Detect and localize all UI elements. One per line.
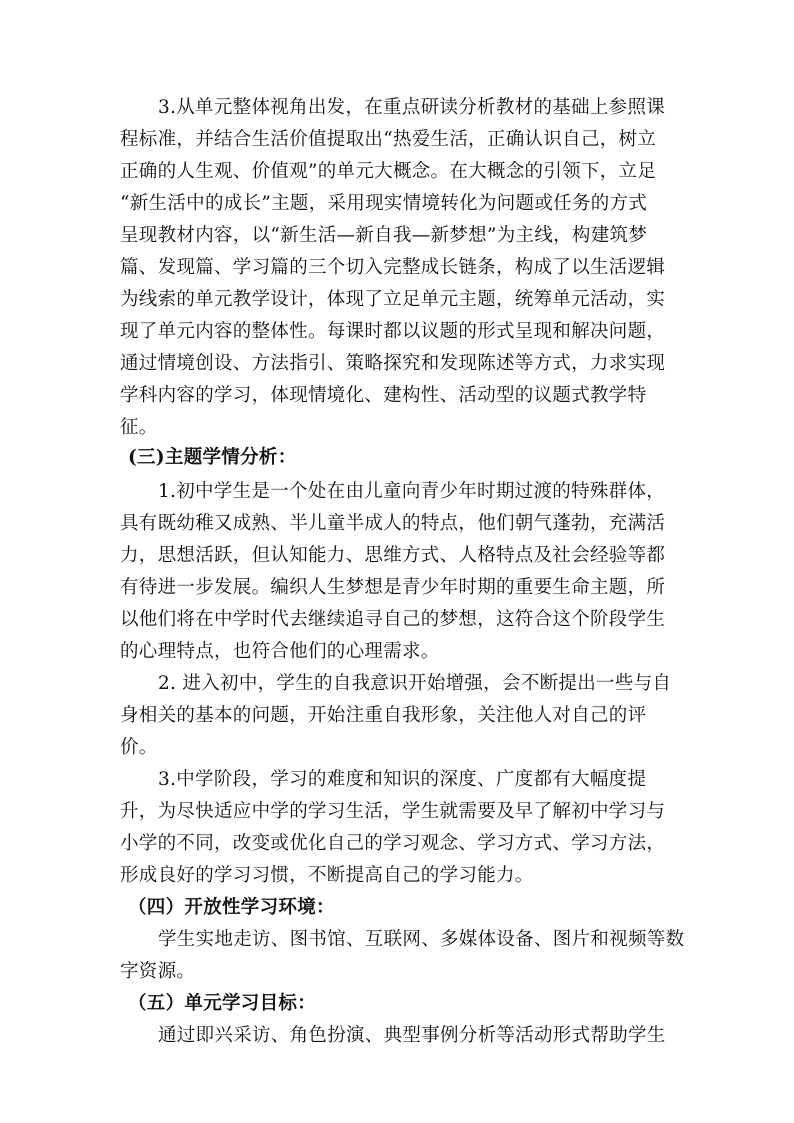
text-line: 3.从单元整体视角出发，在重点研读分析教材的基础上参照课 (158, 97, 666, 118)
text-line: 呈现教材内容，以“新生活—新自我—新梦想”为主线，构建筑梦 (120, 225, 648, 246)
text-line: 以他们将在中学时代去继续追寻自己的梦想，这符合这个阶段学生 (120, 609, 666, 630)
text-line: 通过情境创设、方法指引、策略探究和发现陈述等方式，力求实现 (120, 353, 666, 374)
text-line: 1.初中学生是一个处在由儿童向青少年时期过渡的特殊群体， (158, 481, 666, 502)
text-line: 正确的人生观、价值观”的单元大概念。在大概念的引领下，立足 (120, 161, 657, 182)
text-line: 现了单元内容的整体性。每课时都以议题的形式呈现和解决问题， (120, 321, 666, 342)
text-line: 2. 进入初中，学生的自我意识开始增强，会不断提出一些与自 (158, 673, 672, 694)
section-heading-learning-environment: （四）开放性学习环境： (128, 897, 335, 918)
text-line: 有待进一步发展。编织人生梦想是青少年时期的重要生命主题，所 (120, 577, 666, 598)
text-line: 的心理特点，也符合他们的心理需求。 (120, 641, 440, 662)
section-heading-learner-analysis: (三)主题学情分析： (128, 447, 297, 468)
text-line: 身相关的基本的问题，开始注重自我形象，关注他人对自己的评 (120, 705, 647, 726)
text-line: 征。 (120, 417, 158, 438)
text-line: 字资源。 (120, 961, 196, 982)
text-line: 学科内容的学习，体现情境化、建构性、活动型的议题式教学特 (120, 385, 647, 406)
text-line: 3.中学阶段，学习的难度和知识的深度、广度都有大幅度提 (158, 769, 647, 790)
section-heading-learning-goals: （五）单元学习目标： (128, 993, 317, 1014)
text-line: 学生实地走访、图书馆、互联网、多媒体设备、图片和视频等数 (158, 929, 685, 950)
text-line: “新生活中的成长”主题，采用现实情境转化为问题或任务的方式 (120, 193, 648, 214)
text-line: 升，为尽快适应中学的学习生活，学生就需要及早了解初中学习与 (120, 801, 666, 822)
text-line: 价。 (120, 737, 158, 758)
text-line: 力，思想活跃，但认知能力、思维方式、人格特点及社会经验等都 (120, 545, 666, 566)
text-line: 篇、发现篇、学习篇的三个切入完整成长链条，构成了以生活逻辑 (120, 257, 666, 278)
text-line: 为线索的单元教学设计，体现了立足单元主题，统筹单元活动，实 (120, 289, 666, 310)
text-line: 形成良好的学习习惯，不断提高自己的学习能力。 (120, 865, 534, 886)
text-line: 具有既幼稚又成熟、半儿童半成人的特点，他们朝气蓬勃，充满活 (120, 513, 666, 534)
text-line: 通过即兴采访、角色扮演、典型事例分析等活动形式帮助学生 (158, 1025, 666, 1046)
text-line: 程标准，并结合生活价值提取出“热爱生活，正确认识自己，树立 (120, 129, 657, 150)
text-line: 小学的不同，改变或优化自己的学习观念、学习方式、学习方法， (120, 833, 666, 854)
